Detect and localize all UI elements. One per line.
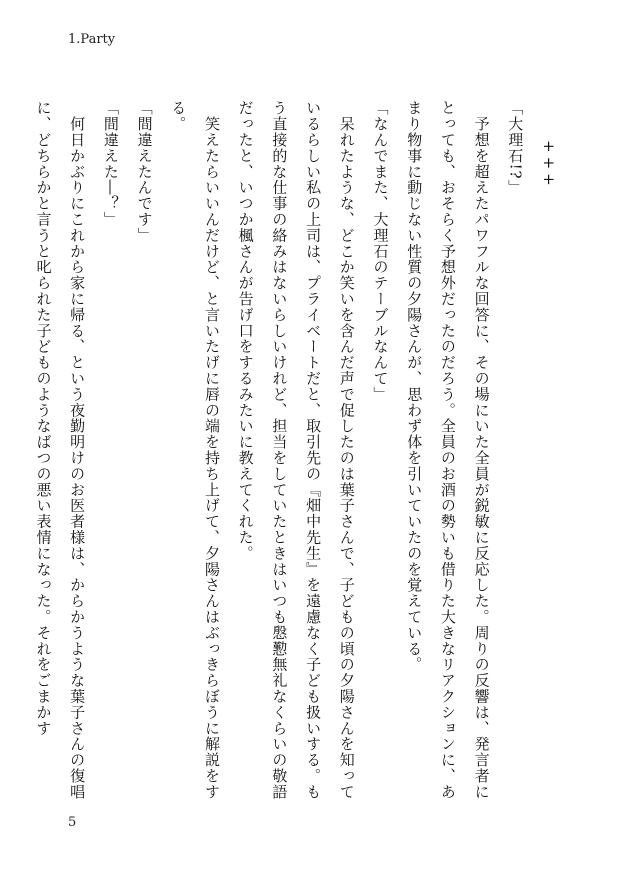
running-header: 1.Party	[68, 32, 116, 47]
vertical-text-body	[34, 60, 565, 800]
paragraph: 予想を超えたパワフルな回答に、その場にいた全員が鋭敏に反応した。周りの反響は、発言者にとっても、おそらく予想外だったのだろう。全員のお酒の勢いも借りた大きなリアクションに、あまり物事に動じない性質の夕陽さんが、思わず体を引いていたのを覚えている。	[405, 100, 491, 800]
paragraph: 何日かぶりにこれから家に帰る、という夜勤明けのお医者様は、からかうような葉子さんの復唱に、どちらかと言うと叱られた子どものようなばつの悪い表情になった。それをごまかす	[34, 100, 87, 800]
paragraph: 「間違えた―？」	[101, 100, 120, 228]
paragraph: 「なんでまた、大理石のテーブルなんて」	[371, 100, 390, 403]
page-number: 5	[68, 815, 77, 830]
paragraph: 呆れたような、どこか笑いを含んだ声で促したのは葉子さんで、子どもの頃の夕陽さんを知っているらしい私の上司は、プライベートだと、取引先の『畑中先生』を遠慮なく子ども扱いする。もう直接的な仕事の絡みはないらしいけれど、担当をしていたときはいつも慇懃無礼なくらいの敬語だったと、いつか楓さんが告げ口をするみたいに教えてくれた。	[236, 100, 356, 800]
paragraph: 「大理石!?」	[506, 100, 525, 196]
section-break-mark: +++	[540, 140, 558, 190]
paragraph: 「間違えたんです」	[135, 100, 154, 244]
paragraph: 笑えたらいいんだけど、と言いたげに唇の端を持ち上げて、夕陽さんはぶっきらぼうに解説をする。	[169, 100, 221, 800]
